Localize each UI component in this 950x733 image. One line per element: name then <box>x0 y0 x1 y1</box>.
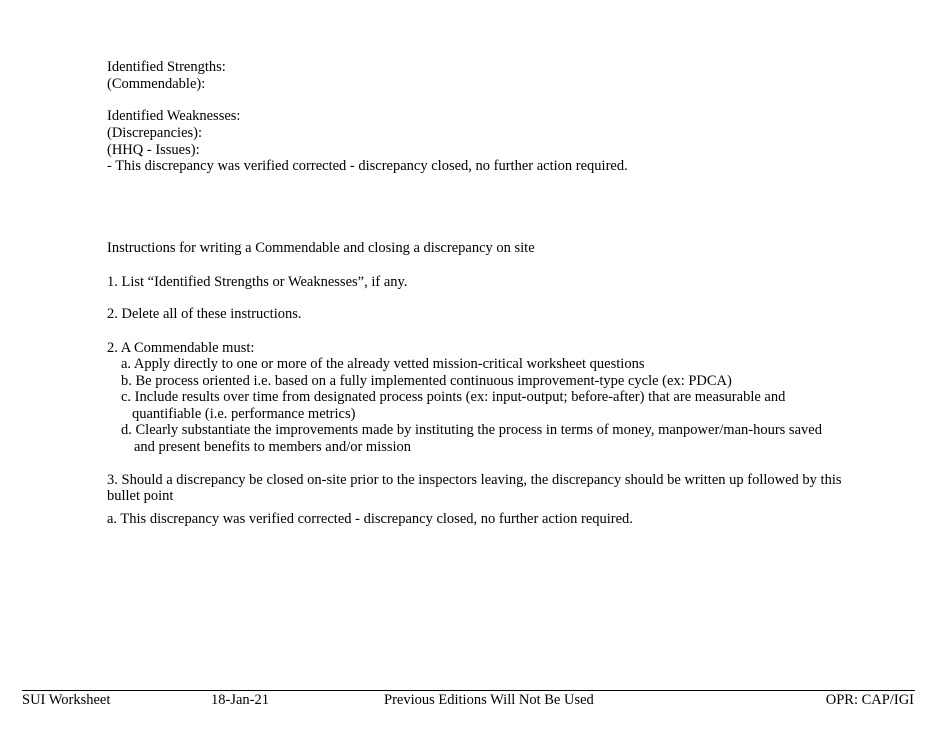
footer-form-name: SUI Worksheet <box>22 692 111 708</box>
instruction-step-3-bullet: a. This discrepancy was verified corrected - discrepancy closed, no further action required. <box>107 511 633 527</box>
footer-opr: OPR: CAP/IGI <box>825 692 914 708</box>
instruction-item-b: b. Be process oriented i.e. based on a fully implemented continuous improvement-type cycle (ex: PDCA) <box>121 373 732 389</box>
instruction-item-c-line2: quantifiable (i.e. performance metrics) <box>132 406 356 422</box>
instruction-item-a: a. Apply directly to one or more of the already vetted mission-critical worksheet questions <box>121 356 645 372</box>
instruction-commendable-intro: 2. A Commendable must: <box>107 340 255 356</box>
discrepancies-label: (Discrepancies): <box>107 125 203 141</box>
commendable-label: (Commendable): <box>107 76 206 92</box>
hhq-issues-label: (HHQ - Issues): <box>107 142 200 158</box>
strengths-label: Identified Strengths: <box>107 59 226 75</box>
instruction-step-2: 2. Delete all of these instructions. <box>107 306 302 322</box>
instruction-item-d-line2: and present benefits to members and/or mission <box>134 439 412 455</box>
instruction-step-3-line2: bullet point <box>107 488 174 504</box>
instruction-item-c-line1: c. Include results over time from designated process points (ex: input-output; before-after) that are measurable and <box>121 389 786 405</box>
instructions-heading: Instructions for writing a Commendable and closing a discrepancy on site <box>107 240 535 256</box>
instruction-step-1: 1. List “Identified Strengths or Weaknesses”, if any. <box>107 274 408 290</box>
footer-rule <box>22 690 915 691</box>
footer-notice: Previous Editions Will Not Be Used <box>384 692 594 708</box>
instruction-step-3-line1: 3. Should a discrepancy be closed on-site prior to the inspectors leaving, the discrepancy should be written up followed by this <box>107 472 842 488</box>
footer-date: 18-Jan-21 <box>211 692 269 708</box>
weaknesses-label: Identified Weaknesses: <box>107 108 241 124</box>
instruction-item-d-line1: d. Clearly substantiate the improvements made by instituting the process in terms of money, manpower/man-hours saved <box>121 422 822 438</box>
closed-discrepancy-note: - This discrepancy was verified corrected - discrepancy closed, no further action required. <box>107 158 628 174</box>
